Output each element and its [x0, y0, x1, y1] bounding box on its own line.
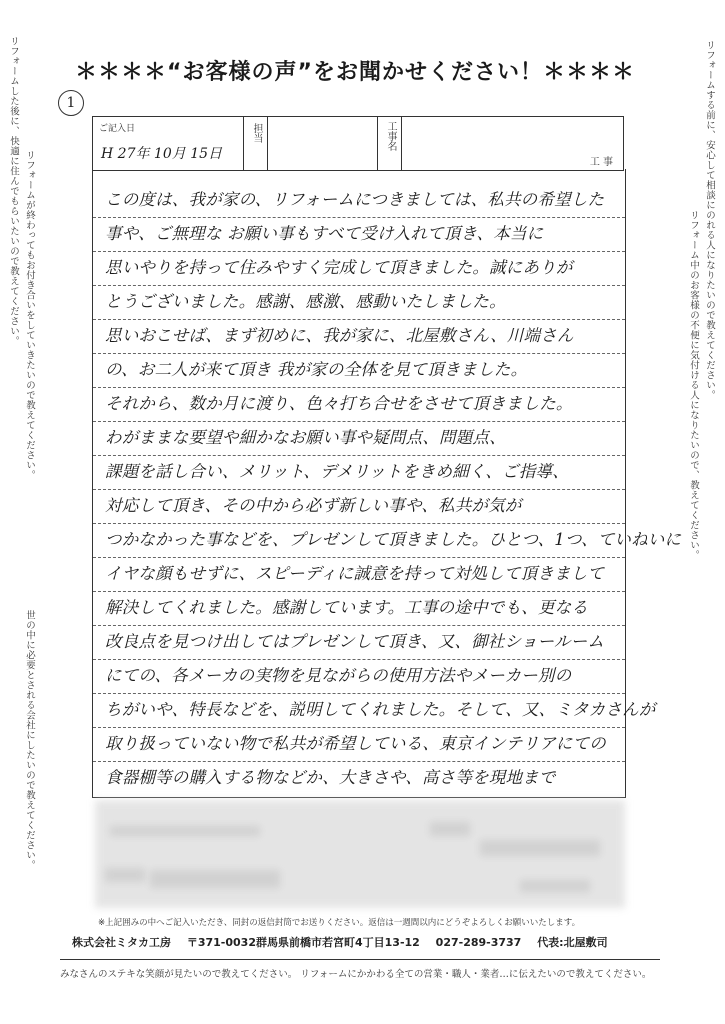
page-number: 1: [58, 90, 84, 116]
comment-line: それから、数か月に渡り、色々打ち合せをさせて頂きました。: [105, 394, 573, 413]
handwritten-comment: [105, 183, 682, 795]
comment-line: 解決してくれました。感謝しています。工事の途中でも、更なる: [105, 598, 588, 617]
divider: [60, 959, 660, 960]
company-address: 〒371-0032群馬県前橋市若宮町4丁目13-12: [186, 936, 420, 949]
comment-line: 食器棚等の購入する物などか、大きさや、高さ等を現地まで: [105, 768, 556, 787]
staff-label-cell: [243, 117, 268, 170]
side-message-right-inner: リフォーム中のお客様の不便に気付ける人になりたいので、教えてください。: [688, 210, 699, 560]
comment-line: 事や、ご無理な お願い事もすべて受け入れて頂き、本当に: [105, 224, 544, 243]
construction-label-cell: [377, 117, 402, 170]
comment-line: 対応して頂き、その中から必ず新しい事や、私共が気が: [105, 496, 522, 515]
date-cell: [93, 117, 244, 170]
comment-line: 課題を話し合い、メリット、デメリットをきめ細く、ご指導、: [105, 462, 569, 481]
staff-value-cell: [267, 117, 378, 170]
side-message-right-outer: リフォームする前に、安心して相談にのれる人になりたいので教えてください。: [704, 40, 715, 400]
redaction-block: [105, 868, 145, 882]
comment-line: にての、各メーカの実物を見ながらの使用方法やメーカー別の: [105, 666, 572, 685]
comment-line: 取り扱っていない物で私共が希望している、東京インテリアにての: [105, 734, 606, 753]
comment-line: ちがいや、特長などを、説明してくれました。そして、又、ミタカさんが: [105, 700, 656, 719]
redaction-block: [430, 822, 470, 836]
comment-area: [92, 169, 682, 798]
construction-suffix: 工 事: [589, 157, 613, 168]
bottom-message: みなさんのステキな笑顔が見たいので教えてください。 リフォームにかかわる全ての営業・職人・業者…に伝えたいので教えてください。: [60, 969, 652, 980]
redaction-block: [150, 870, 280, 888]
redaction-block: [520, 880, 590, 892]
comment-line: この度は、我が家の、リフォームにつきましては、私共の希望した: [105, 190, 605, 209]
page-title: ＊＊＊＊“お客様の声”をお聞かせください！＊＊＊＊: [75, 60, 635, 85]
comment-line: 改良点を見つけ出してはプレゼンして頂き、又、御社ショールーム: [105, 632, 605, 651]
staff-label: 担当: [251, 123, 262, 143]
return-instructions: ※上記囲みの中へご記入いただき、同封の返信封筒でお送りください。返信は一週間以内にどうぞよろしくお願いいたします。: [98, 918, 581, 928]
side-message-left-outer: リフォームした後に、快適に住んでもらいたいので教えてください。: [8, 36, 19, 346]
side-message-left-third: 世の中に必要とされる会社にしたいので教えてください。: [24, 610, 35, 870]
comment-line: イヤな顔もせずに、スピーディに誠意を持って対処して頂きまして: [105, 564, 605, 583]
comment-line: つかなかった事などを、プレゼンして頂きました。ひとつ、1つ、ていねいに: [105, 530, 682, 549]
company-representative: 代表:北屋敷司: [537, 936, 608, 949]
company-info: [72, 934, 620, 950]
comment-line: わがままな要望や細かなお願い事や疑問点、問題点、: [105, 428, 506, 447]
construction-name-label: 工事名: [385, 121, 396, 151]
side-message-left-inner: リフォームが終わってもお付き合いをしていきたいので教えてください。: [24, 150, 35, 480]
comment-line: 思いおこせば、まず初めに、我が家に、北屋敷さん、川端さん: [105, 326, 574, 345]
construction-value-cell: [401, 117, 623, 170]
comment-line: 思いやりを持って住みやすく完成して頂きました。誠にありが: [105, 258, 573, 277]
date-label: ご記入日: [99, 124, 136, 134]
redaction-block: [480, 840, 600, 856]
header-box: [92, 116, 624, 171]
comment-line: とうございました。感謝、感激、感動いたしました。: [105, 292, 506, 311]
date-value: H 27年 10月 15日: [101, 146, 223, 162]
comment-line: の、お二人が来て頂き 我が家の全体を見て頂きました。: [105, 360, 528, 379]
company-phone: 027-289-3737: [435, 936, 522, 949]
redaction-block: [110, 826, 260, 836]
company-name: 株式会社ミタカ工房: [72, 936, 171, 949]
